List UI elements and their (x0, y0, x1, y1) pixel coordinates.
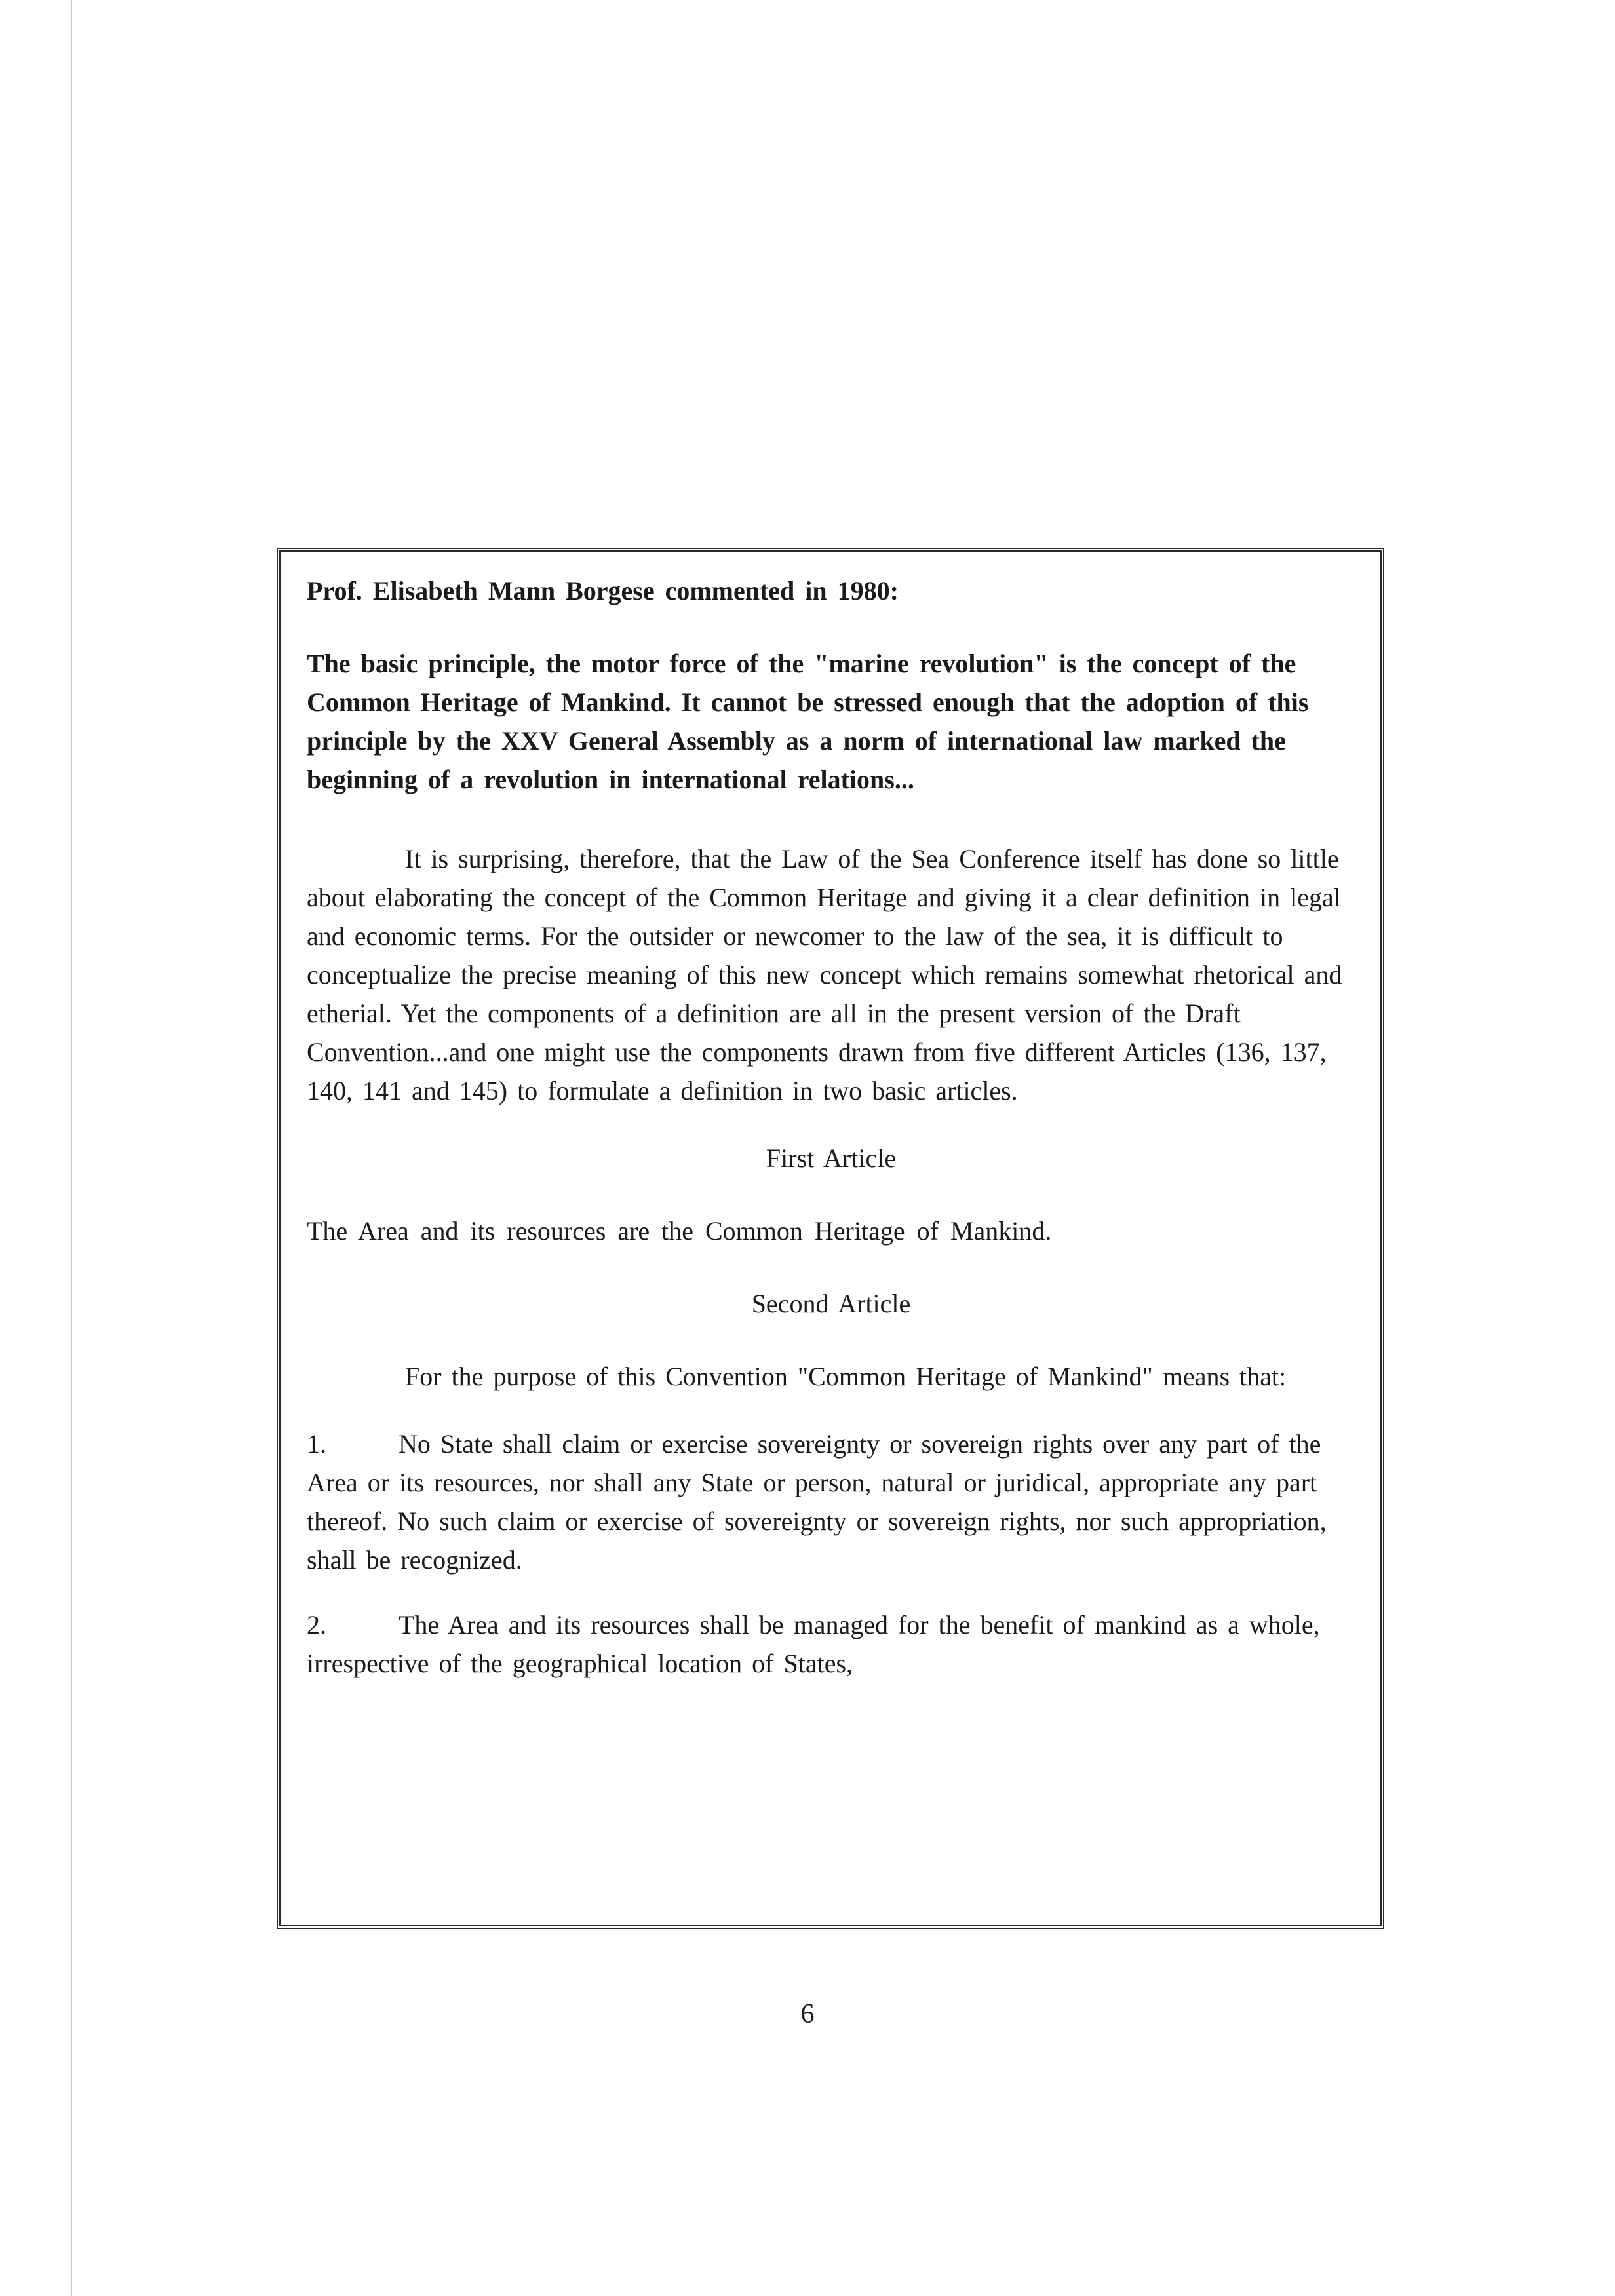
first-article-heading: First Article (766, 1143, 897, 1173)
second-article-heading: Second Article (751, 1289, 911, 1318)
quotation-content (307, 571, 1355, 1709)
page-number: 6 (800, 1999, 815, 2029)
list-item-text: The Area and its resources shall be managed for the benefit of mankind as a whole, irrespective of the geographical location of States, (307, 1610, 1320, 1678)
first-article-text: The Area and its resources are the Common Heritage of Mankind. (307, 1216, 1052, 1246)
list-item-number: 1. (307, 1429, 326, 1459)
list-item (307, 1425, 1355, 1579)
list-item-number: 2. (307, 1610, 326, 1639)
quotation-box (277, 548, 1384, 1929)
body-paragraph: It is surprising, therefore, that the Law of the Sea Conference itself has done so little about elaborating the concept of the Common Heritage and giving it a clear definition in legal and economic terms. For the outsider or newcomer to the law of the sea, it is difficult to conceptualize the precise meaning of this new concept which remains somewhat rhetorical and etherial. Yet the components of a definition are all in the present version of the Draft Convention...and one might use the components drawn from five different Articles (136, 137, 140, 141 and 145) to formulate a definition in two basic articles. (307, 844, 1342, 1105)
list-item-text: No State shall claim or exercise sovereignty or sovereign rights over any part of the Area or its resources, nor shall any State or person, natural or juridical, appropriate any part thereof. No such claim or exercise of sovereignty or sovereign rights, nor such appropriation, shall be recognized. (307, 1429, 1327, 1575)
intro-line: Prof. Elisabeth Mann Borgese commented in 1980: (307, 576, 899, 605)
second-article-lead: For the purpose of this Convention "Common Heritage of Mankind" means that: (405, 1362, 1287, 1391)
quoted-principle-paragraph: The basic principle, the motor force of the "marine revolution" is the concept of the Common Heritage of Mankind. It cannot be stressed enough that the adoption of this principle by the XXV General Assembly as a norm of international law marked the beginning of a revolution in international relations... (307, 649, 1309, 794)
list-item (307, 1605, 1355, 1683)
scan-edge-line (71, 0, 72, 2296)
